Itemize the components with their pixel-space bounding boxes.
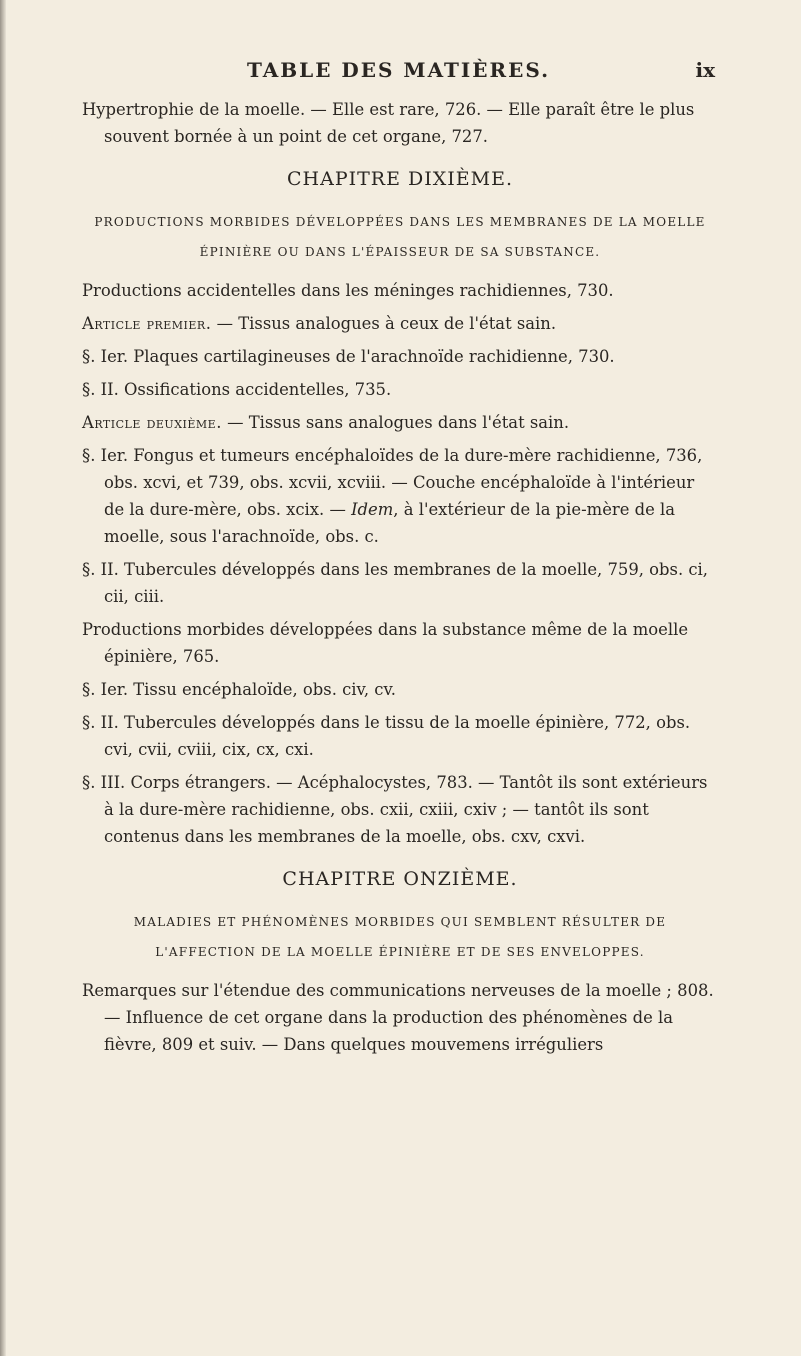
article-text: — Tissus analogues à ceux de l'état sain. <box>211 314 557 333</box>
book-spine-shadow <box>0 0 6 1356</box>
entry-fongus <box>82 442 718 550</box>
entry-plaques: §. Ier. Plaques cartilagineuses de l'arachnoïde rachidienne, 730. <box>82 347 615 366</box>
entry-hypertrophie: Hypertrophie de la moelle. — Elle est rare, 726. — Elle paraît être le plus souvent bornée à un point de cet organe, 727. <box>82 100 695 146</box>
article-label: Article premier. <box>82 314 212 333</box>
entry-corps-etrangers: §. III. Corps étrangers. — Acéphalocystes, 783. — Tantôt ils sont extérieurs à la dure-mère rachidienne, obs. cxii, cxiii, cxiv ; — tantôt ils sont contenus dans les membranes de la moelle, obs. cxv, cxvi. <box>82 773 708 846</box>
entry-text: , à l'extérieur de la pie-mère de la moelle, sous l'arachnoïde, obs. c. <box>104 500 676 546</box>
chapter-subtitle-11: MALADIES ET PHÉNOMÈNES MORBIDES QUI SEMBLENT RÉSULTER DE L'AFFECTION DE LA MOELLE ÉPINIÈRE ET DE SES ENVELOPPES. <box>133 915 667 959</box>
entry-productions-substance: Productions morbides développées dans la substance même de la moelle épinière, 765. <box>82 620 689 666</box>
entry-article-premier <box>82 310 718 337</box>
article-label: Article deuxième. <box>82 413 222 432</box>
entry-text: §. Ier. Fongus et tumeurs encéphaloïdes de la dure-mère rachidienne, 736, obs. xcvi, et 739, obs. xcvii, xcviii. — Couche encéphaloïde à l'intérieur de la dure-mère, obs. xcix. — <box>82 446 703 519</box>
header-title: TABLE DES MATIÈRES. <box>246 58 551 82</box>
chapter-subtitle-10: PRODUCTIONS MORBIDES DÉVELOPPÉES DANS LES MEMBRANES DE LA MOELLE ÉPINIÈRE OU DANS L'ÉPAISSEUR DE SA SUBSTANCE. <box>94 215 706 259</box>
page-number: ix <box>695 58 715 82</box>
chapter-heading-10: CHAPITRE DIXIÈME. <box>286 168 513 190</box>
idem-text: Idem <box>351 500 394 519</box>
entry-article-deuxieme <box>82 409 718 436</box>
article-text: — Tissus sans analogues dans l'état sain. <box>221 413 570 432</box>
entry-tubercules-tissu: §. II. Tubercules développés dans le tissu de la moelle épinière, 772, obs. cvi, cvii, cviii, cix, cx, cxi. <box>82 713 691 759</box>
entry-tubercules-membranes: §. II. Tubercules développés dans les membranes de la moelle, 759, obs. ci, cii, ciii. <box>82 560 709 606</box>
page-body <box>82 96 718 1058</box>
entry-tissu-encephaloide: §. Ier. Tissu encéphaloïde, obs. civ, cv. <box>82 680 396 699</box>
running-header <box>82 58 715 84</box>
entry-ossifications: §. II. Ossifications accidentelles, 735. <box>82 380 392 399</box>
entry-remarques: Remarques sur l'étendue des communications nerveuses de la moelle ; 808. — Influence de cet organe dans la production des phénomènes de la fièvre, 809 et suiv. — Dans quelques mouvemens irréguliers <box>82 981 714 1054</box>
chapter-heading-11: CHAPITRE ONZIÈME. <box>282 868 518 890</box>
entry-productions-meninges: Productions accidentelles dans les méninges rachidiennes, 730. <box>82 281 614 300</box>
